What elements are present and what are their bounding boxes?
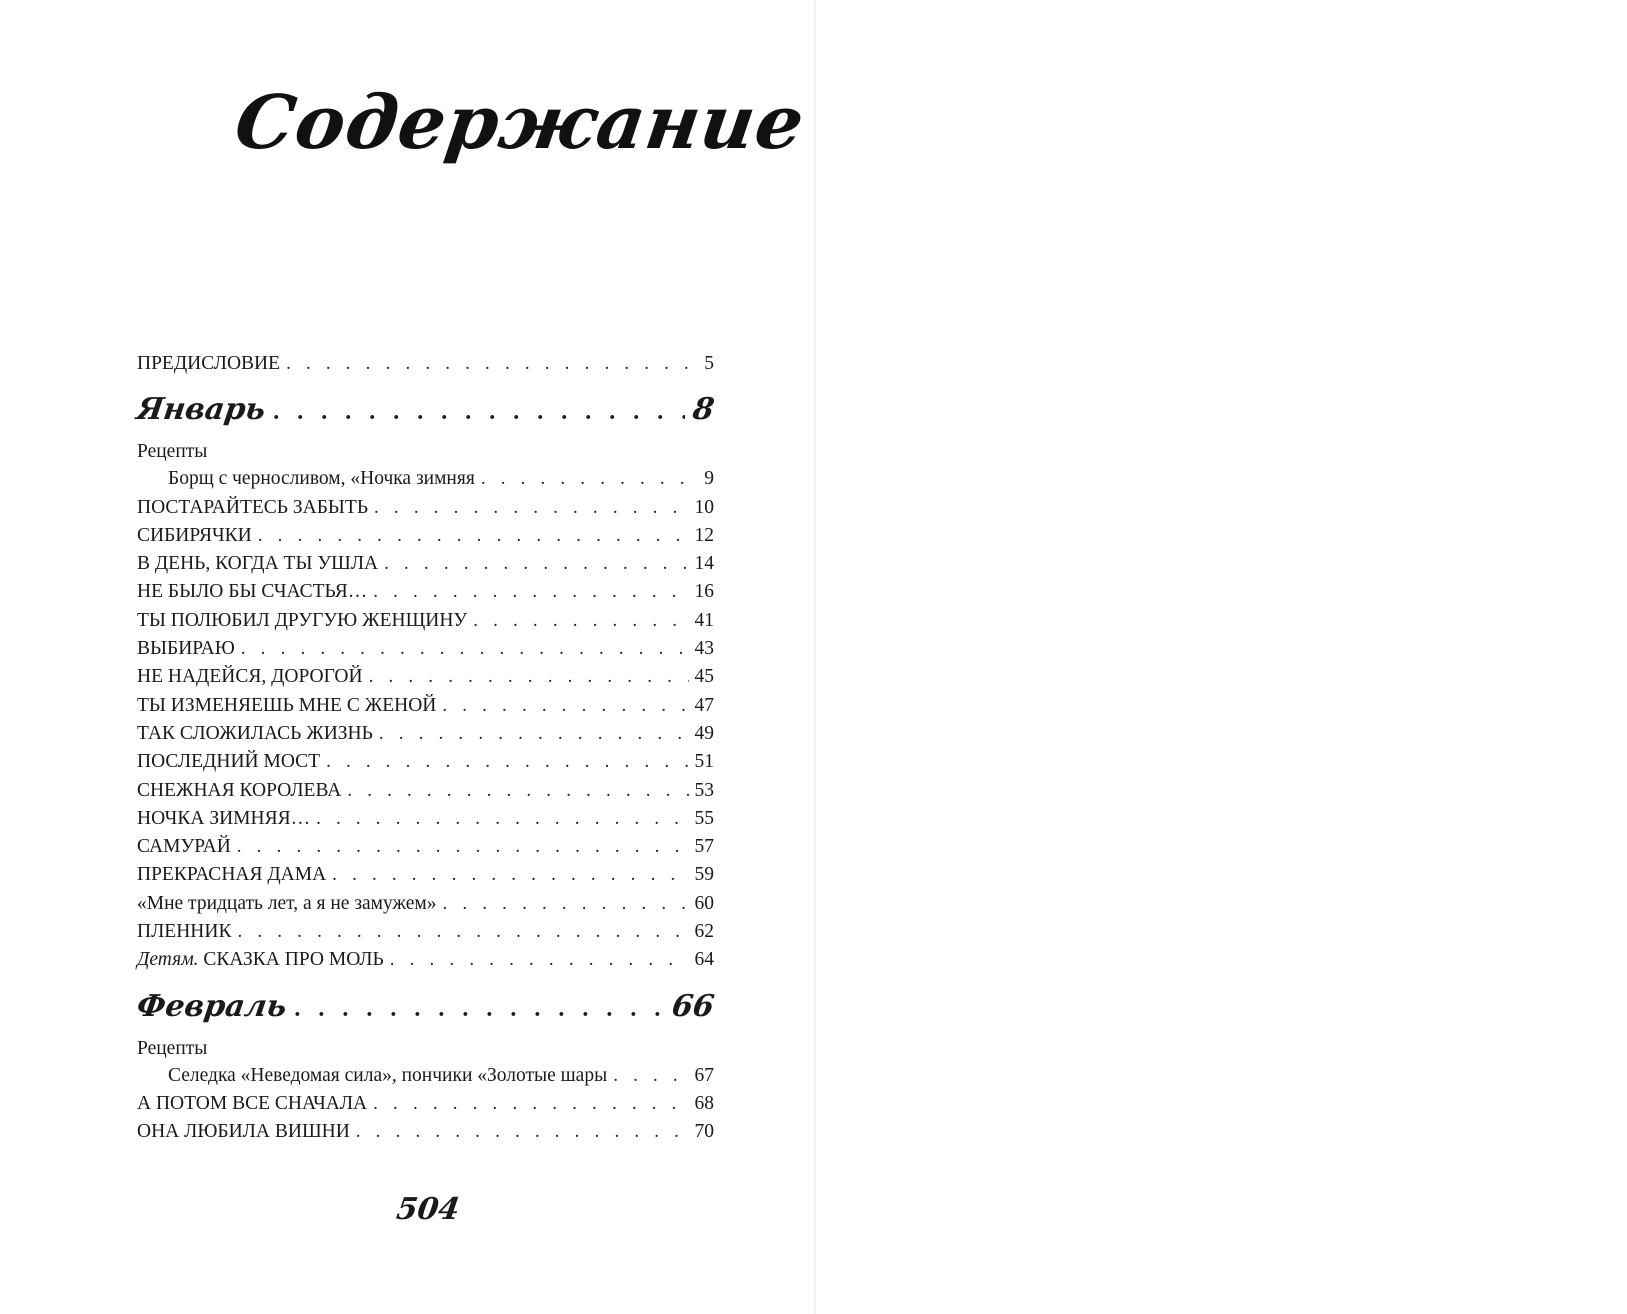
toc-entry-title: ПРЕДИСЛОВИЕ [137,353,281,374]
toc-entry-title-group [137,1118,350,1146]
dot-leader [326,748,688,776]
toc-entry-page: 57 [694,836,714,858]
toc-entry-title-group [137,607,467,635]
toc-entry-page: 67 [694,1064,714,1086]
section-label [137,1035,714,1062]
dot-leader [373,578,688,606]
toc-entry-title: НЕ НАДЕЙСЯ, ДОРОГОЙ [137,666,363,688]
toc-entry-title: СНЕЖНАЯ КОРОЛЕВА [137,779,342,801]
toc-entry [137,522,714,550]
toc-entry-title: ВЫБИРАЮ [137,638,235,660]
dot-leader [347,777,688,805]
toc-entry-page: 10 [694,496,714,518]
toc-entry-title-group [137,918,231,946]
right-page [815,0,1627,1314]
table-of-contents-left [134,350,717,1147]
dot-leader [237,918,688,946]
dot-leader [332,861,688,889]
toc-entry-title-group [137,635,235,663]
toc-entry-title: «Мне тридцать лет, а я не замужем» [137,892,437,914]
toc-entry [137,635,714,663]
toc-entry-title-group [137,890,436,918]
toc-entry [137,918,714,946]
toc-entry-title: ПОСЛЕДНИЙ МОСТ [137,751,321,773]
toc-entry [137,1062,714,1090]
toc-entry-title: НОЧКА ЗИМНЯЯ… [137,807,311,829]
dot-leader [384,550,688,578]
toc-entry [137,1090,714,1118]
toc-entry [137,607,714,635]
month-title: Январь [134,392,268,428]
toc-entry-title: ТЫ ПОЛЮБИЛ ДРУГУЮ ЖЕНЩИНУ [137,609,468,631]
toc-entry-page: 47 [694,694,714,716]
toc-entry [137,720,714,748]
toc-entry-page: 59 [694,864,714,886]
toc-entry-title: НЕ БЫЛО БЫ СЧАСТЬЯ… [137,581,368,603]
toc-entry [137,465,714,493]
month-title: Февраль [134,988,289,1024]
toc-entry-page: 49 [694,722,714,744]
toc-entry-title: В ДЕНЬ, КОГДА ТЫ УШЛА [137,553,379,575]
dot-leader [258,522,689,550]
toc-entry-title: ПРЕКРАСНАЯ ДАМА [137,864,327,886]
month-page-number: 66 [669,988,717,1024]
dot-leader [273,384,685,440]
toc-entry [137,946,714,974]
toc-entry-title: СКАЗКА ПРО МОЛЬ [203,949,384,971]
toc-entry-prefix: Детям. [137,949,199,971]
toc-entry-title: САМУРАЙ [137,836,231,858]
toc-entry-page: 41 [694,609,714,631]
toc-entry-title-group [137,1090,367,1118]
dot-leader [356,1118,689,1146]
toc-entry [137,494,714,522]
toc-entry-title-group [137,861,326,889]
toc-entry [137,748,714,776]
toc-entry-title-group [137,833,231,861]
toc-entry-title: Селедка «Неведомая сила», пончики «Золотые шары [168,1064,608,1086]
dot-leader [373,1090,688,1118]
toc-entry [137,550,714,578]
toc-entry-page: 64 [694,949,714,971]
toc-entry-page: 68 [694,1092,714,1114]
dot-leader [286,350,690,378]
dot-leader [473,607,688,635]
toc-entry-title-group [137,522,252,550]
dot-leader [316,805,688,833]
section-label-text: Рецепты [137,441,208,463]
toc-entry [137,890,714,918]
toc-entry-page: 16 [694,581,714,603]
toc-entry-title-group [137,777,341,805]
dot-leader [442,890,688,918]
toc-entry-page: 12 [694,524,714,546]
toc-entry [137,777,714,805]
section-label [137,438,714,465]
toc-entry [137,578,714,606]
toc-entry-title: А ПОТОМ ВСЕ СНАЧАЛА [137,1092,368,1114]
toc-entry-page: 43 [694,638,714,660]
toc-entry-page: 5 [704,353,714,374]
dot-leader [390,946,689,974]
toc-entry-title-group [168,1062,607,1090]
toc-entry [137,692,714,720]
toc-entry-title-group [137,550,378,578]
month-heading [134,382,717,438]
toc-entry-title-group [168,465,475,493]
toc-entry-title-group [137,748,320,776]
toc-entry-title: ПЛЕННИК [137,921,232,943]
toc-entry-title-group [137,350,280,378]
toc-entry-page: 62 [694,921,714,943]
dot-leader [241,635,689,663]
dot-leader [481,465,690,493]
toc-entry [137,663,714,691]
toc-entry-title-group [137,578,367,606]
toc-entry-title-group [137,805,310,833]
toc-entry [137,350,714,378]
dot-leader [379,720,689,748]
toc-entry [137,833,714,861]
dot-leader [613,1062,688,1090]
toc-entry-page: 60 [694,892,714,914]
dot-leader [369,663,689,691]
toc-entry-title: ТЫ ИЗМЕНЯЕШЬ МНЕ С ЖЕНОЙ [137,694,437,716]
dot-leader [237,833,689,861]
toc-entry-title-group [137,663,363,691]
toc-entry-page: 70 [694,1121,714,1143]
dot-leader [374,494,688,522]
toc-entry-title-group [137,494,368,522]
toc-entry-title-group [137,692,436,720]
toc-entry-page: 45 [694,666,714,688]
toc-entry-title: Борщ с черносливом, «Ночка зимняя [168,468,475,490]
toc-entry-page: 51 [694,751,714,773]
toc-entry-title-group [137,946,384,974]
toc-entry-page: 9 [704,468,714,490]
dot-leader [442,692,688,720]
toc-entry-page: 55 [694,807,714,829]
toc-entry [137,805,714,833]
toc-entry [137,861,714,889]
toc-entry-page: 53 [694,779,714,801]
month-page-number: 8 [690,392,717,428]
page-title: Содержание [229,80,810,166]
toc-entry [137,1118,714,1146]
section-label-text: Рецепты [137,1037,208,1059]
dot-leader [294,981,664,1037]
toc-entry-title-group [137,720,373,748]
page-number: 504 [394,1192,462,1227]
toc-entry-title: ТАК СЛОЖИЛАСЬ ЖИЗНЬ [137,722,373,744]
toc-entry-title: СИБИРЯЧКИ [137,524,252,546]
toc-entry-title: ОНА ЛЮБИЛА ВИШНИ [137,1121,350,1143]
month-heading [134,979,717,1035]
toc-entry-page: 14 [694,553,714,575]
toc-entry-title: ПОСТАРАЙТЕСЬ ЗАБЫТЬ [137,496,369,518]
